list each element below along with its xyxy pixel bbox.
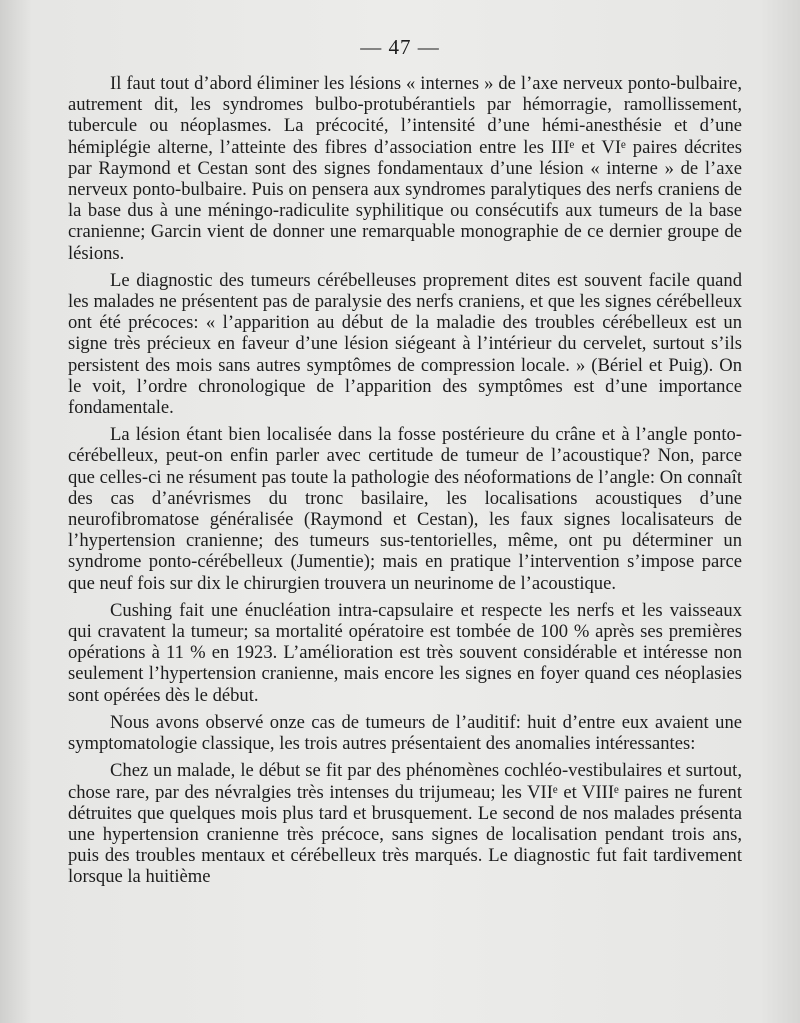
paragraph-4: Cushing fait une énucléation intra-capsulaire et respecte les nerfs et les vaisseaux qui cravatent la tumeur; sa mortalité opératoire est tombée de 100 % après ses premières opérations à 11 % en 1923. L’amélioration est très souvent considérable et intéresse non seulement l’hypertension cranienne, mais encore les signes en foyer quand ces néoplasies sont opérées dès le début. [68, 599, 742, 706]
page-number: — 47 — [360, 35, 440, 59]
paragraph-6: Chez un malade, le début se fit par des phénomènes cochléo-vestibulaires et surtout, chose rare, par des névralgies très intenses du trijumeau; les VIIᵉ et VIIIᵉ paires ne furent détruites que quelques mois plus tard et brusquement. Le second de nos malades présenta une hypertension cranienne très précoce, sans signes de localisation pendant trois ans, puis des troubles mentaux et cérébelleux très marqués. Le diagnostic fut fait tardivement lorsque la huitième [68, 760, 742, 888]
paragraph-3: La lésion étant bien localisée dans la fosse postérieure du crâne et à l’angle ponto-cérébelleux, peut-on enfin parler avec certitude de tumeur de l’acoustique? Non, parce que celles-ci ne résument pas toute la pathologie des néoformations de l’angle: On connaît des cas d’anévrismes du tronc basilaire, les localisations acoustiques d’une neurofibromatose généralisée (Raymond et Cestan), les faux signes localisateurs de l’hypertension cranienne; des tumeurs sus-tentorielles, même, ont pu déterminer un syndrome ponto-cérébelleux (Jumentie); mais en pratique l’intervention s’impose parce que neuf fois sur dix le chirurgien trouvera un neurinome de l’acoustique. [68, 424, 742, 594]
paragraph-5: Nous avons observé onze cas de tumeurs de l’auditif: huit d’entre eux avaient une symptomatologie classique, les trois autres présentaient des anomalies intéressantes: [68, 711, 742, 755]
body-text [68, 73, 742, 894]
paragraph-1: Il faut tout d’abord éliminer les lésions « internes » de l’axe nerveux ponto-bulbaire, autrement dit, les syndromes bulbo-protubérantiels par hémorragie, ramollissement, tubercule ou néoplasmes. La précocité, l’intensité d’une hémi-anesthésie et d’une hémiplégie alterne, l’atteinte des fibres d’association entre les IIIᵉ et VIᵉ paires décrites par Raymond et Cestan sont des signes fondamentaux d’une lésion « interne » de l’axe nerveux ponto-bulbaire. Puis on pensera aux syndromes paralytiques des nerfs craniens de la base dus à une méningo-radiculite syphilitique ou consécutifs aux tumeurs de la base cranienne; Garcin vient de donner une remarquable monographie de ce dernier groupe de lésions. [68, 73, 742, 264]
paragraph-2: Le diagnostic des tumeurs cérébelleuses proprement dites est souvent facile quand les malades ne présentent pas de paralysie des nerfs craniens, et que les signes cérébelleux ont été précoces: « l’apparition au début de la maladie des troubles cérébelleux est un signe très précieux en faveur d’une lésion siégeant à l’intérieur du cervelet, surtout s’ils persistent des mois sans autres symptômes de compression locale. » (Bériel et Puig). On le voit, l’ordre chronologique de l’apparition des symptômes est d’une importance fondamentale. [68, 269, 742, 419]
